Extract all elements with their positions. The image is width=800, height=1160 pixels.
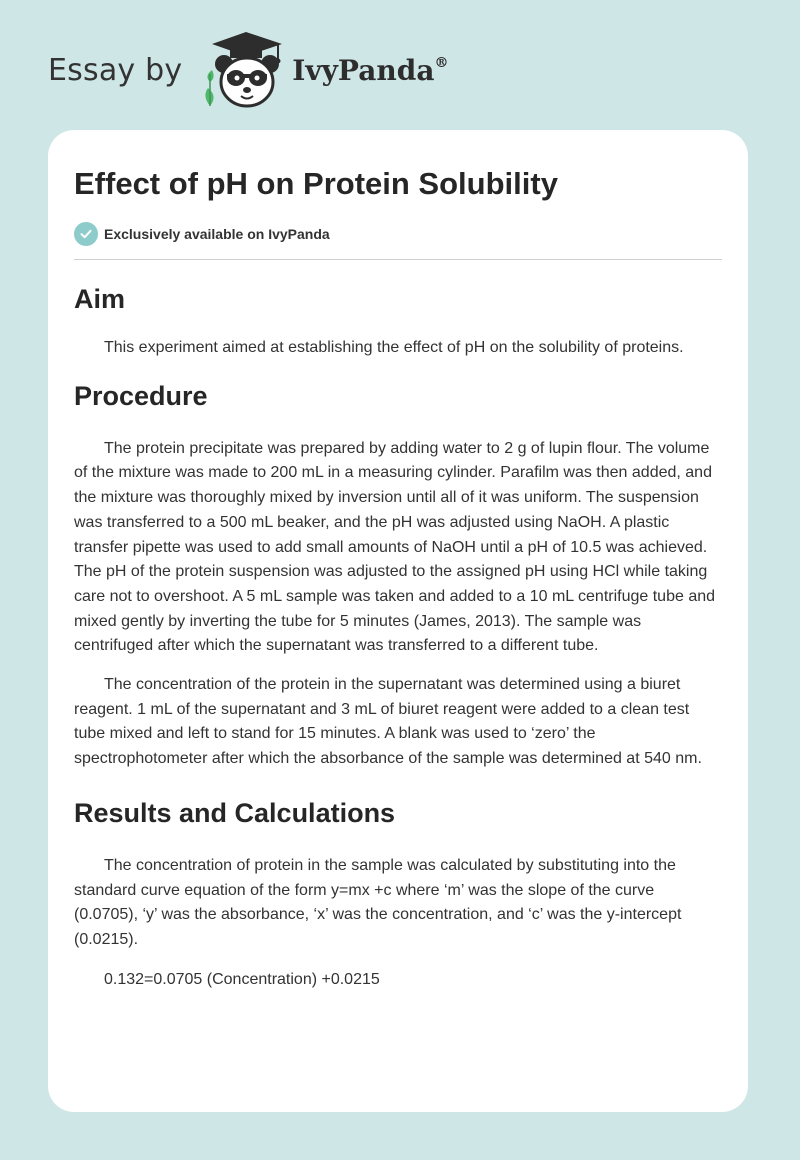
- article-card: [48, 130, 748, 1112]
- brand-name[interactable]: IvyPanda®: [292, 53, 449, 87]
- aim-paragraph: This experiment aimed at establishing the effect of pH on the solubility of proteins.: [104, 339, 684, 356]
- essay-by-label: Essay by: [48, 52, 183, 88]
- procedure-paragraph-2: The concentration of the protein in the supernatant was determined using a biuret reagent. 1 mL of the supernatant and 3 mL of biuret reagent were added to a clean test tube mixed and left to stand for 15 minutes. A blank was used to ‘zero’ the spectrophotometer after which the absorbance of the sample was determined at 540 nm.: [74, 676, 702, 768]
- check-circle-icon: [74, 222, 98, 246]
- section-heading-aim: Aim: [74, 284, 126, 314]
- panda-graduate-icon[interactable]: [200, 30, 288, 110]
- procedure-paragraph-1: The protein precipitate was prepared by adding water to 2 g of lupin flour. The volume of the mixture was made to 200 mL in a measuring cylinder. Parafilm was then added, and the mixture was thoroughly mixed by inversion until all of it was uniform. The suspension was transferred to a 500 mL beaker, and the pH was adjusted using NaOH. A plastic transfer pipette was used to add small amounts of NaOH until a pH of 10.5 was achieved. The pH of the protein suspension was adjusted to the assigned pH using HCl while taking care not to overshoot. A 5 mL sample was taken and added to a 10 mL centrifuge tube and mixed gently by inverting the tube for 5 minutes (James, 2013). The sample was centrifuged after which the supernatant was transferred to a different tube.: [74, 439, 716, 655]
- exclusive-label: Exclusively available on IvyPanda: [104, 226, 330, 242]
- exclusive-badge: [74, 221, 722, 247]
- section-heading-results: Results and Calculations: [74, 797, 396, 828]
- section-heading-procedure: Procedure: [74, 380, 208, 411]
- results-paragraph-1: The concentration of protein in the sample was calculated by substituting into the standard curve equation of the form y=mx +c where ‘m’ was the slope of the curve (0.0705), ‘y’ was the absorbance, ‘x’ was the concentration, and ‘c’ was the y-intercept (0.0215).: [74, 856, 682, 948]
- site-header: [48, 30, 448, 110]
- registered-mark: ®: [434, 55, 449, 72]
- results-equation: 0.132=0.0705 (Concentration) +0.0215: [104, 970, 380, 988]
- article-title: Effect of pH on Protein Solubility: [74, 166, 558, 201]
- title-divider: [74, 259, 722, 260]
